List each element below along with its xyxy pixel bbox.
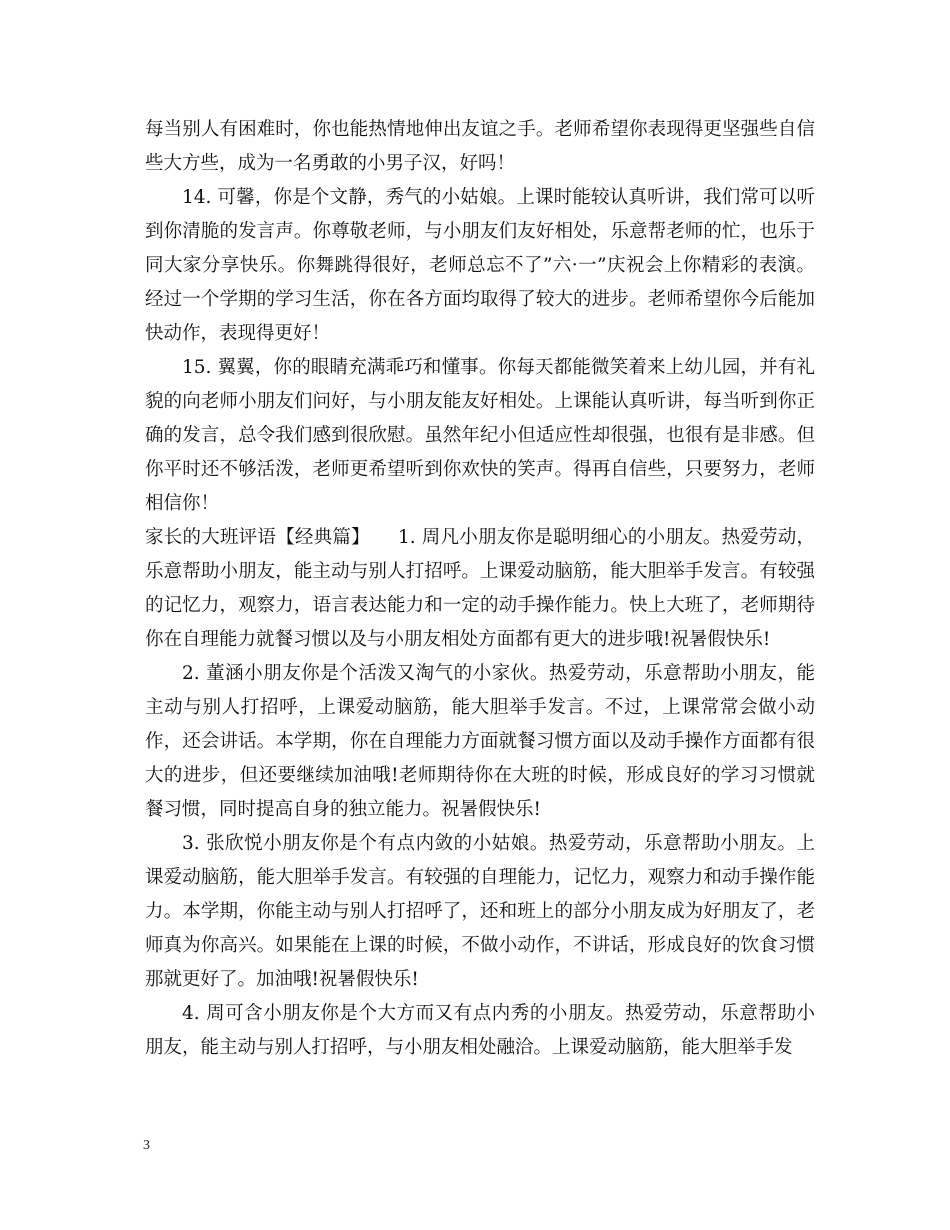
- paragraph-section-heading-comment-1: 家长的大班评语【经典篇】 1. 周凡小朋友你是聪明细心的小朋友。热爱劳动，乐意帮助小朋友，能主动与别人打招呼。上课爱动脑筋，能大胆举手发言。有较强的记忆力，观察力，语言表达能力和一定的动手操作能力。快上大班了，老师期待你在自理能力就餐习惯以及与小朋友相处方面都有更大的进步哦!祝暑假快乐!: [145, 527, 815, 650]
- document-body: [145, 113, 815, 1065]
- paragraph-continuation: 每当别人有困难时，你也能热情地伸出友谊之手。老师希望你表现得更坚强些自信些大方些，成为一名勇敢的小男子汉，好吗！: [145, 119, 815, 174]
- paragraph-comment-4: 4. 周可含小朋友你是个大方而又有点内秀的小朋友。热爱劳动，乐意帮助小朋友，能主动与别人打招呼，与小朋友相处融洽。上课爱动脑筋，能大胆举手发: [145, 1003, 815, 1058]
- paragraph-comment-14: 14. 可馨，你是个文静，秀气的小姑娘。上课时能较认真听讲，我们常可以听到你清脆的发言声。你尊敬老师，与小朋友们友好相处，乐意帮老师的忙，也乐于同大家分享快乐。你舞跳得很好，老师总忘不了”六·一”庆祝会上你精彩的表演。经过一个学期的学习生活，你在各方面均取得了较大的进步。老师希望你今后能加快动作，表现得更好！: [145, 187, 815, 344]
- paragraph-comment-15: 15. 翼翼，你的眼睛充满乖巧和懂事。你每天都能微笑着来上幼儿园，并有礼貌的向老师小朋友们问好，与小朋友能友好相处。上课能认真听讲，每当听到你正确的发言，总令我们感到很欣慰。虽然年纪小但适应性却很强，也很有是非感。但你平时还不够活泼，老师更希望听到你欢快的笑声。得再自信些，只要努力，老师相信你！: [145, 357, 815, 514]
- paragraph-comment-2: 2. 董涵小朋友你是个活泼又淘气的小家伙。热爱劳动，乐意帮助小朋友，能主动与别人打招呼，上课爱动脑筋，能大胆举手发言。不过，上课常常会做小动作，还会讲话。本学期，你在自理能力方面就餐习惯方面以及动手操作方面都有很大的进步，但还要继续加油哦!老师期待你在大班的时候，形成良好的学习习惯就餐习惯，同时提高自身的独立能力。祝暑假快乐!: [145, 663, 815, 820]
- paragraph-comment-3: 3. 张欣悦小朋友你是个有点内敛的小姑娘。热爱劳动，乐意帮助小朋友。上课爱动脑筋，能大胆举手发言。有较强的自理能力，记忆力，观察力和动手操作能力。本学期，你能主动与别人打招呼了，还和班上的部分小朋友成为好朋友了，老师真为你高兴。如果能在上课的时候，不做小动作，不讲话，形成良好的饮食习惯那就更好了。加油哦!祝暑假快乐!: [145, 833, 815, 990]
- page-number: 3: [143, 1138, 150, 1153]
